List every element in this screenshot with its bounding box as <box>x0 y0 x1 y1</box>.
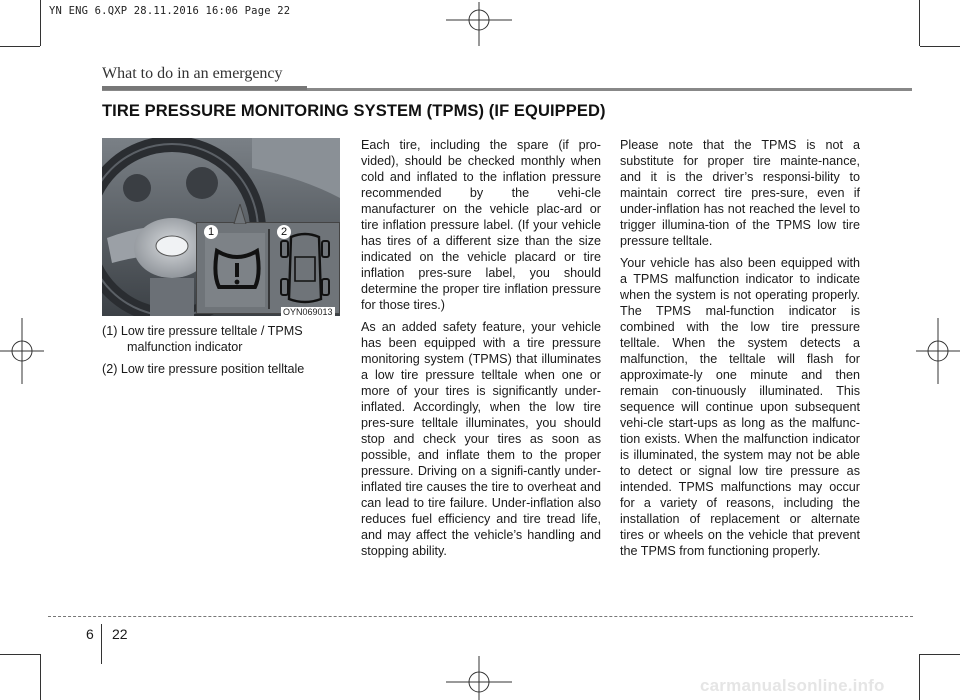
page-number: 22 <box>112 626 128 642</box>
dashboard-figure <box>102 138 340 316</box>
paragraph: Each tire, including the spare (if pro-vided), should be checked monthly when cold and inflated to the inflation pressure recommended by the vehi-cle manufacturer on the vehicle plac-ard or tire inflation pressure label. (If your vehicle has tires of a different size than the size indicated on the vehicle placard or tire inflation pres-sure label, you should determine the proper tire inflation pressure for those tires.) <box>361 138 601 312</box>
registration-mark-top-icon <box>446 2 512 46</box>
body-column-1 <box>361 137 601 565</box>
crop-mark <box>920 654 960 655</box>
crop-mark <box>919 0 920 46</box>
paragraph: As an added safety feature, your vehicle has been equipped with a tire pressure monitoring system (TPMS) that illuminates a low tire pressure telltale when one or more of your tires is significantly under-inflated. Accordingly, when the low tire pres-sure telltale illuminates, you should stop and check your tires as soon as possible, and inflate them to the proper pressure. Driving on a signifi-cantly under-inflated tire causes the tire to overheat and can lead to tire failure. Under-inflation also reduces fuel efficiency and tire tread life, and may affect the vehicle’s handling and stopping ability. <box>361 320 601 558</box>
figure-code: OYN069013 <box>283 307 333 317</box>
telltale-inset <box>196 222 340 314</box>
callout-2: 2 <box>277 225 291 239</box>
callout-pointer <box>230 204 250 224</box>
callout-1: 1 <box>204 225 218 239</box>
crop-mark <box>919 654 920 700</box>
registration-mark-bottom-icon <box>446 656 512 700</box>
header-tab <box>102 86 307 90</box>
crop-mark <box>0 654 40 655</box>
registration-mark-left-icon <box>0 318 44 384</box>
caption-item: (2) Low tire pressure position telltale <box>102 362 305 376</box>
body-column-2 <box>620 137 860 565</box>
section-header: What to do in an emergency <box>102 65 283 82</box>
footer-rule <box>48 616 913 617</box>
crop-mark <box>40 654 41 700</box>
paragraph: Please note that the TPMS is not a substitute for proper tire mainte-nance, and it is the driver’s responsi-bility to maintain correct tire pres-sure, even if under-inflation has not reached the level to trigger illumina-tion of the TPMS low tire pressure telltale. <box>620 138 860 248</box>
page-title: TIRE PRESSURE MONITORING SYSTEM (TPMS) (IF EQUIPPED) <box>102 102 606 120</box>
print-slug: YN ENG 6.QXP 28.11.2016 16:06 Page 22 <box>49 5 291 17</box>
crop-mark <box>0 46 40 47</box>
registration-mark-right-icon <box>916 318 960 384</box>
page-number-divider <box>101 624 102 664</box>
paragraph: Your vehicle has also been equipped with a TPMS malfunction indicator to indicate when the system is not operating properly. The TPMS mal-function indicator is combined with the low tire pressure telltale. When the system detects a malfunction, the telltale will flash for approximate-ly one minute and then remain con-tinuously illuminated. This sequence will continue upon subsequent vehi-cle start-ups as long as the malfunc-tion exists. When the malfunction indicator is illuminated, the system may not be able to detect or signal low tire pressure as intended. TPMS malfunctions may occur for a variety of reasons, including the installation of replacement or alternate tires or wheels on the vehicle that prevent the TPMS from functioning properly. <box>620 256 860 558</box>
figure-captions <box>102 323 342 383</box>
caption-item: (1) Low tire pressure telltale / TPMS malfunction indicator <box>102 324 303 354</box>
watermark: carmanualsonline.info <box>700 676 885 695</box>
crop-mark <box>40 0 41 46</box>
crop-mark <box>920 46 960 47</box>
chapter-number: 6 <box>86 626 94 642</box>
